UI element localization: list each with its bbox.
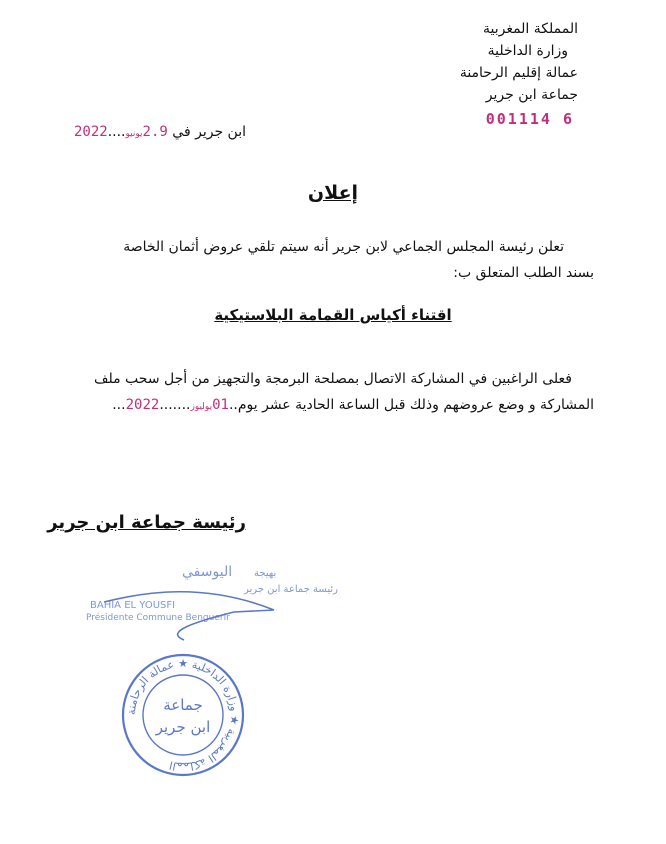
stamp-ar-name1: اليوسفي [182,564,233,580]
stamp-fr-role: Présidente Commune Benguerir [86,613,230,623]
stamp-inner-ring [143,675,223,755]
paragraph-2 [34,366,594,420]
header-kingdom: المملكة المغربية [482,21,578,37]
stamp-fr-name: BAHIA EL YOUSFI [90,600,176,611]
header-ministry: وزارة الداخلية [487,43,568,59]
round-stamp [118,650,248,780]
signature-title: رئيسة جماعة ابن جرير [47,512,246,533]
subject-heading: اقتناء أكياس القمامة البلاستيكية [214,306,452,324]
header-commune: جماعة ابن جرير [485,87,578,103]
page-title: إعلان [307,182,359,204]
dateline-month: يونيو [125,129,143,139]
header-block [378,18,578,106]
paragraph-1-line-1: تعلن رئيسة المجلس الجماعي لابن جرير أنه سيتم تلقي عروض أثمان الخاصة [123,239,564,255]
dateline-year: 2022 [73,124,108,140]
paragraph-2-line-2: المشاركة و وضع عروضهم وذلك قبل الساعة الحادية عشر يوم..01يوليوز.......2022... [112,397,594,413]
deadline-year: 2022 [125,397,160,413]
dateline-day: 2.9 [142,124,168,140]
stamp-center-line1: جماعة [163,696,203,714]
paragraph-2-line-2-text: المشاركة و وضع عروضهم وذلك قبل الساعة الحادية عشر يوم [237,397,594,413]
stamp-outer-ring [123,655,243,775]
paragraph-2-line-1: فعلى الراغبين في المشاركة الاتصال بمصلحة البرمجة والتجهيز من أجل سحب ملف [93,371,572,387]
dateline: ابن جرير في 2.9يونيو....2022 [73,124,246,140]
stamp-ar-role: رئيسة جماعة ابن جرير [244,584,338,595]
stamp-ring-text: المملكة المغربية ★ وزارة الداخلية ★ عمالة الرحامنة [124,656,242,774]
dateline-prefix: ابن جرير في [172,124,246,140]
paragraph-1-line-2: بسند الطلب المتعلق ب: [453,265,594,281]
deadline-month: يوليوز [190,402,213,412]
deadline-day: 01 [212,397,229,413]
stamp-center-line2: ابن جرير [155,718,211,736]
reference-number: 001114 6 [485,110,574,128]
signature-stamp [84,562,338,642]
stamp-ar-name2: بهيجة [254,568,277,579]
header-prefecture: عمالة إقليم الرحامنة [459,65,578,81]
paragraph-1 [74,234,594,286]
